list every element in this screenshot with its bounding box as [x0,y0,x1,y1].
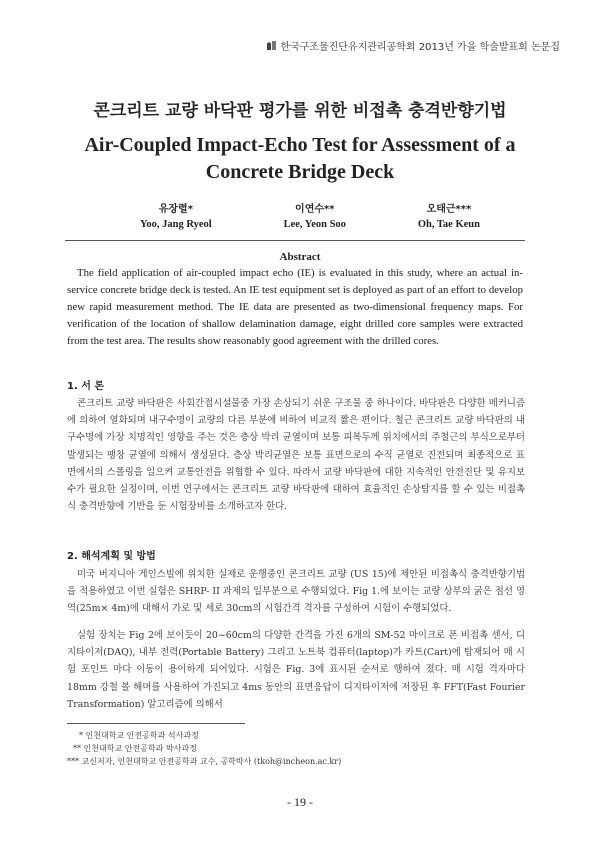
abstract-text: The field application of air-coupled impact echo (IE) is evaluated in this study, where an actual in-service concrete bridge deck is tested. An IE test equipment set is deployed as part of an effort to develop new rapid measurement method. The IE data are presented as two-dimensional frequency maps. For verification of the location of shallow delamination damage, eight drilled core samples were extracted from the test area. The results show reasonably good agreement with the drilled cores. [67,267,523,347]
page-number: - 19 - [287,795,313,809]
footnotes [67,729,527,768]
footnote-divider [67,723,245,724]
author-name-korean: 유장렬* [158,204,193,215]
author-name-korean: 오태근*** [426,204,472,215]
methods-paragraph-2: 실험 장치는 Fig 2에 보이듯이 20~60cm의 다양한 간격을 가진 6개의 SM-52 마이크로 폰 비접촉 센서, 디지타이저(DAQ), 내부 전력(Portable Battery) 그리고 노트북 컴퓨터(laptop)가 카트(Cart)에 탑재되어 매 시험 포인트 마다 이동이 용이하게 되어있다. 시험은 Fig. 3에 표시된 순서로 행하여 졌다. 매 시험 격자마다 18mm 강철 볼 해머를 사용하여 가진되고 4ms 동안의 표면응답이 디지타이저에 저장된 후 FFT(Fast Fourier Transformation) 알고리즘에 의해서 [67,630,525,710]
footnote: ** 인천대학교 안전공학과 박사과정 [73,744,197,753]
abstract-heading: Abstract [279,251,321,263]
author-name-english: Oh, Tae Keun [417,219,480,230]
author [418,200,480,230]
footnote: * 인천대학교 안전공학과 석사과정 [79,731,199,740]
korean-title: 콘크리트 교량 바닥판 평가를 위한 비접촉 충격반향기법 [93,101,507,121]
header-text: 한국구조물진단유지관리공학회 2013년 가을 학술발표회 논문집 [280,42,560,53]
author [140,200,212,230]
book-icon [267,41,277,51]
footnote: *** 교신저자, 인천대학교 안전공학과 교수, 공학박사 (tkoh@incheon.ac.kr) [67,757,342,766]
author-name-english: Yoo, Jang Ryeol [140,219,212,230]
author-name-english: Lee, Yeon Soo [283,219,346,230]
title-divider [65,240,525,241]
english-title-line-2: Concrete Bridge Deck [205,161,395,183]
author-list [140,200,480,230]
section-heading-introduction: 1. 서 론 [67,381,105,392]
methods-paragraph-1: 미국 버지니아 게인스빌에 위치한 실제로 운행중인 콘크리트 교량 (US 15)에 제안된 비접촉식 충격반향기법을 적용하였고 이번 실험은 SHRP- II 과제의 일부분으로 수행되었다. Fig 1.에 보이는 교량 상부의 굵은 점선 영역(25m× 4m)에 대해서 가로 및 세로 30cm의 시험간격 격자를 구성하여 시험이 수행되었다. [67,569,525,615]
author-name-korean: 이연수** [295,204,335,215]
english-title-line-1: Air-Coupled Impact-Echo Test for Assessment of a [84,134,516,156]
author [284,200,346,230]
english-title [0,132,600,186]
introduction-paragraph: 콘크리트 교량 바닥판은 사회간접시설물중 가장 손상되기 쉬운 구조물 중 하나이다. 바닥판은 다양한 메커니즘에 의하여 열화되며 내구수명이 교량의 다른 부분에 비하여 비교적 짧은 편이다. 철근 콘크리트 교량 바닥판의 내구수명에 가장 치명적인 영향을 주는 것은 층상 박리 균열이며 보통 피복두께 위치에서의 주철근의 부식으로부터 발생되는 팽창 균열에 의해서 생성된다. 층상 박리균열은 보통 표면으로의 수직 균열로 진전되며 최종적으로 표면에서의 스폴링을 일으켜 교통안전을 위협할 수 있다. 따라서 교량 바닥판에 대한 지속적인 안전진단 및 유지보수가 필요한 실정이며, 이번 연구에서는 콘크리트 교량 바닥판에 대하여 효율적인 손상탐지를 할 수 있는 비접촉식 충격반향에 기반을 둔 시험장비를 소개하고자 한다. [67,398,525,513]
running-header [267,38,560,53]
section-heading-methods: 2. 해석계획 및 방법 [67,551,156,562]
